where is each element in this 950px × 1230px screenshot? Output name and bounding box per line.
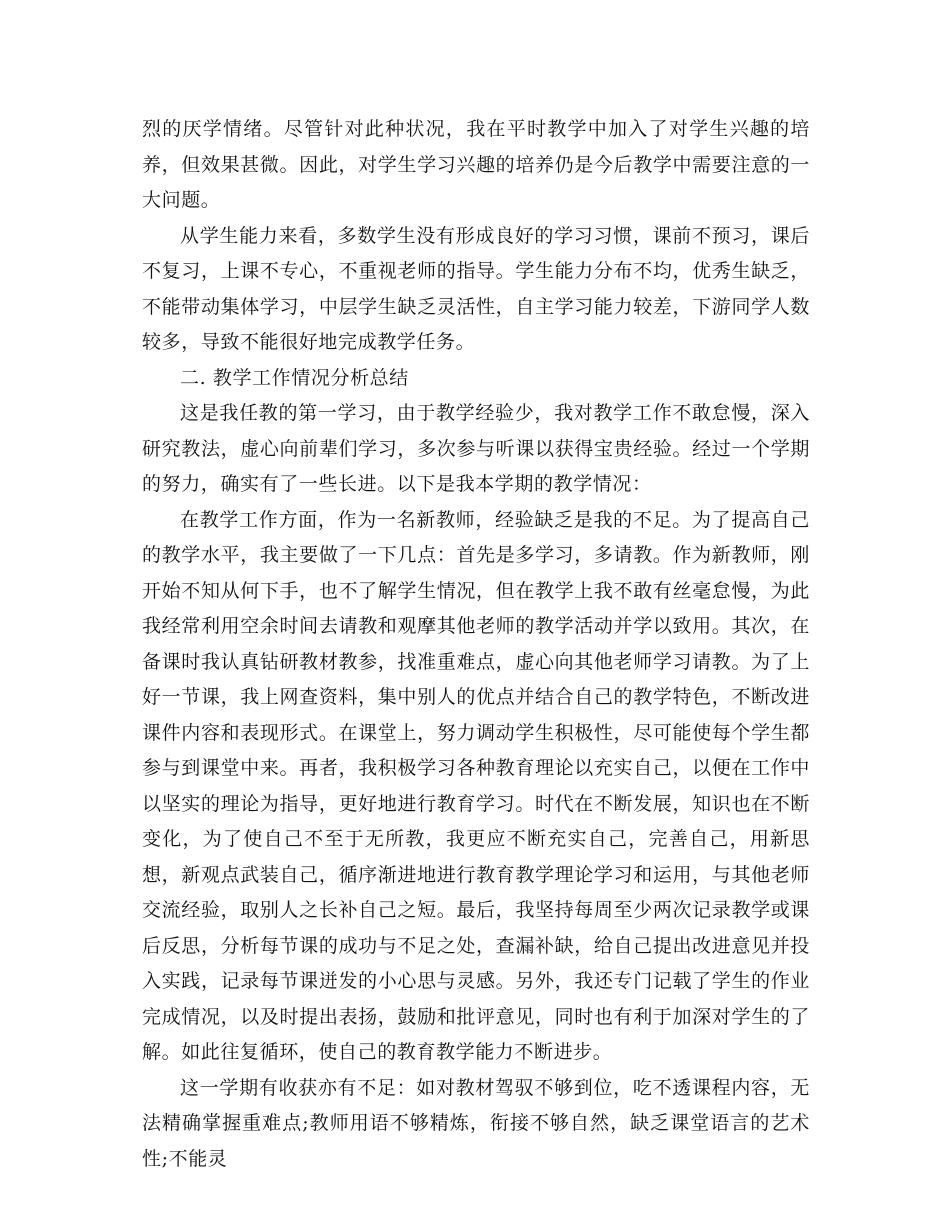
paragraph-student-ability: 从学生能力来看，多数学生没有形成良好的学习习惯，课前不预习，课后不复习，上课不专心，不重视老师的指导。学生能力分布不均，优秀生缺乏，不能带动集体学习，中层学生缺乏灵活性，自主学习能力较差，下游同学人数较多，导致不能很好地完成教学任务。	[142, 224, 810, 353]
paragraph-teaching-work: 在教学工作方面，作为一名新教师，经验缺乏是我的不足。为了提高自己的教学水平，我主要做了一下几点：首先是多学习，多请教。作为新教师，刚开始不知从何下手，也不了解学生情况，但在教学上我不敢有丝毫怠慢，为此我经常利用空余时间去请教和观摩其他老师的教学活动并学以致用。其次，在备课时我认真钻研教材教参，找准重难点，虚心向其他老师学习请教。为了上好一节课，我上网查资料，集中别人的优点并结合自己的教学特色，不断改进课件内容和表现形式。在课堂上，努力调动学生积极性，尽可能使每个学生都参与到课堂中来。再者，我积极学习各种教育理论以充实自己，以便在工作中以坚实的理论为指导，更好地进行教育学习。时代在不断发展，知识也在不断变化，为了使自己不至于无所教，我更应不断充实自己，完善自己，用新思想，新观点武装自己，循序渐进地进行教育教学理论学习和运用，与其他老师交流经验，取别人之长补自己之短。最后，我坚持每周至少两次记录教学或课后反思，分析每节课的成功与不足之处，查漏补缺，给自己提出改进意见并投入实践，记录每节课迸发的小心思与灵感。另外，我还专门记载了学生的作业完成情况，以及时提出表扬，鼓励和批评意见，同时也有利于加深对学生的了解。如此往复循环，使自己的教育教学能力不断进步。	[142, 508, 810, 1063]
section-heading: 二. 教学工作情况分析总结	[180, 366, 409, 389]
paragraph-first-term: 这是我任教的第一学习，由于教学经验少，我对教学工作不敢怠慢，深入研究教法，虚心向前辈们学习，多次参与听课以获得宝贵经验。经过一个学期的努力，确实有了一些长进。以下是我本学期的教学情况：	[142, 402, 810, 495]
paragraph-continuation: 烈的厌学情绪。尽管针对此种状况，我在平时教学中加入了对学生兴趣的培养，但效果甚微。因此，对学生学习兴趣的培养仍是今后教学中需要注意的一大问题。	[142, 118, 810, 211]
document-body	[142, 112, 810, 1177]
paragraph-shortcomings: 这一学期有收获亦有不足：如对教材驾驭不够到位，吃不透课程内容，无法精确掌握重难点;教师用语不够精炼，衔接不够自然，缺乏课堂语言的艺术性;不能灵	[142, 1076, 810, 1170]
